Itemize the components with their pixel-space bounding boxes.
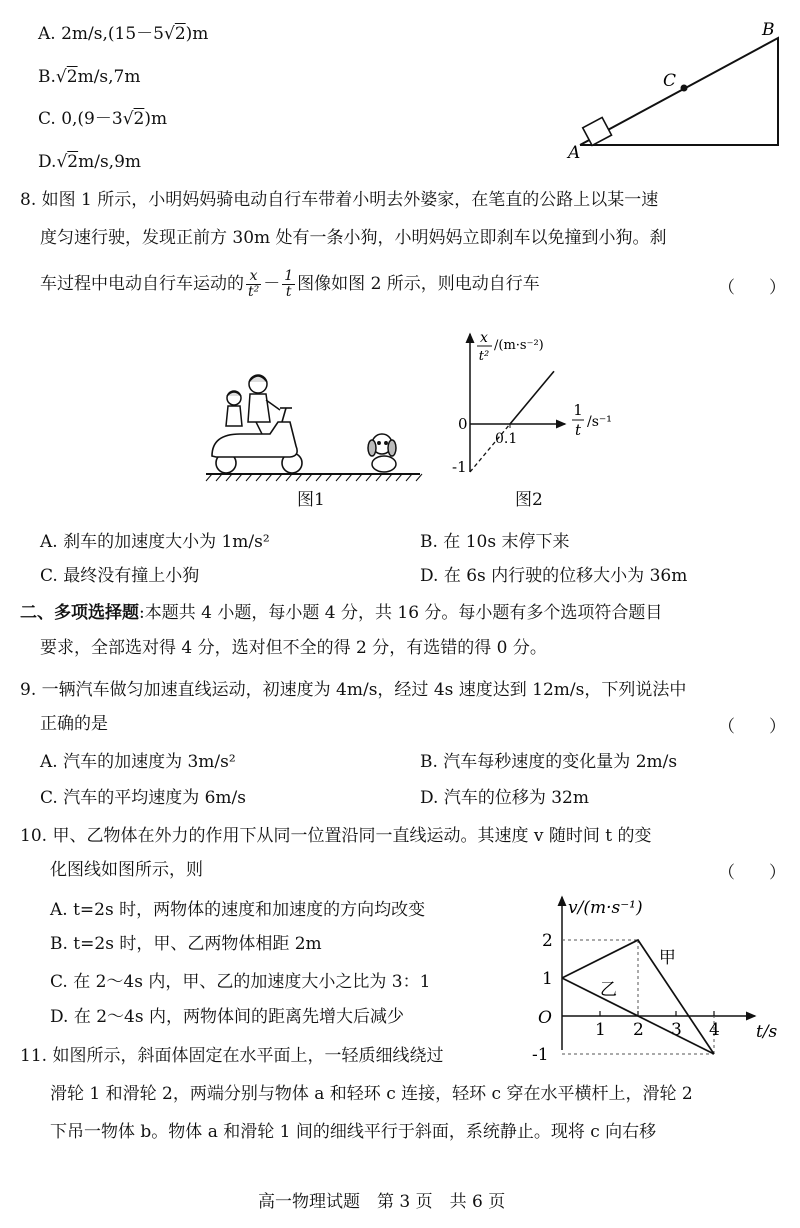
dog-illustration (368, 434, 396, 472)
section2-line1 (20, 601, 662, 625)
fig2-data-line (510, 371, 554, 424)
q10-option-b: B. t=2s 时，甲、乙两物体相距 2m (50, 934, 322, 954)
y-tick-label: -1 (532, 1045, 549, 1060)
section2-line2: 要求，全部选对得 4 分，选对但不全的得 2 分，有选错的得 0 分。 (40, 638, 547, 658)
incline-figure (560, 10, 790, 160)
vt-origin-label: O (538, 1008, 552, 1028)
q8-option-d: D. 在 6s 内行驶的位移大小为 36m (420, 566, 688, 586)
fig2-y-frac-den: t² (478, 349, 490, 364)
q11-line3: 下吊一物体 b。物体 a 和滑轮 1 间的细线平行于斜面，系统静止。现将 c 向右移 (50, 1122, 657, 1142)
q9-answer-paren: （ ） (718, 717, 786, 737)
label-b: B (762, 20, 775, 40)
fig2-x-frac-den: t (574, 421, 582, 439)
vt-x-label: t/s (756, 1022, 778, 1042)
q11-line1: 11. 如图所示，斜面体固定在水平面上，一轻质细线绕过 (20, 1046, 444, 1066)
frac-numerator: 1 (284, 268, 294, 284)
q10-answer-paren: （ ） (718, 863, 786, 883)
fig2-y-unit: /(m·s⁻²) (494, 338, 544, 353)
vt-y-label: v/(m·s⁻¹) (568, 898, 643, 918)
figure1-scooter-dog (200, 360, 430, 490)
q7-option-c (38, 107, 167, 131)
q7-option-a (38, 22, 208, 46)
sqrt-symbol: √ (56, 152, 68, 172)
series-label-yi: 乙 (600, 980, 617, 1001)
ground-hatching (206, 474, 422, 481)
fig2-lines (470, 371, 554, 472)
section2-heading: 二、多项选择题 (20, 603, 139, 623)
x-tick-label: 3 (671, 1020, 682, 1040)
sqrt-symbol: √ (163, 24, 175, 44)
q7-option-c-sqrt: 2 (133, 109, 145, 129)
q8-frac-1-t (282, 269, 295, 300)
q11-line2: 滑轮 1 和滑轮 2，两端分别与物体 a 和轻环 c 连接，轻环 c 穿在水平横杆上，滑轮 2 (50, 1084, 693, 1104)
q10-line1: 10. 甲、乙物体在外力的作用下从同一位置沿同一直线运动。其速度 v 随时间 t 的变 (20, 826, 652, 846)
x-tick-label: 4 (709, 1020, 720, 1040)
x-tick-label: 1 (595, 1020, 606, 1040)
fig2-x-unit: /s⁻¹ (587, 414, 612, 430)
label-c: C (663, 71, 677, 91)
q9-option-c: C. 汽车的平均速度为 6m/s (40, 788, 247, 808)
frac-denominator: t² (248, 284, 260, 300)
q8-option-a: A. 刹车的加速度大小为 1m/s² (40, 532, 270, 552)
q8-option-b: B. 在 10s 末停下来 (420, 532, 570, 552)
q7-option-b-pre: B. (38, 67, 56, 87)
q9-option-a: A. 汽车的加速度为 3m/s² (40, 752, 236, 772)
q8-line3-pre: 车过程中电动自行车运动的 (40, 274, 244, 294)
fig2-tick-zero: 0 (458, 415, 468, 433)
q7-option-d-sqrt: 2 (67, 152, 79, 172)
figure2-chart (440, 320, 640, 485)
q7-option-d-pre: D. (38, 152, 57, 172)
q10-option-c: C. 在 2～4s 内，甲、乙的加速度大小之比为 3：1 (50, 972, 431, 992)
q7-option-b-sqrt: 2 (66, 67, 78, 87)
q10-line2: 化图线如图所示，则 (50, 860, 203, 880)
q9-option-b: B. 汽车每秒速度的变化量为 2m/s (420, 752, 678, 772)
vt-chart (520, 885, 795, 1060)
page-footer: 高一物理试题 第 3 页 共 6 页 (258, 1192, 506, 1212)
q8-line3-post: 图像如图 2 所示，则电动自行车 (297, 274, 540, 294)
sqrt-symbol: √ (55, 67, 67, 87)
x-tick-label: 2 (633, 1020, 644, 1040)
q7-option-b (38, 65, 141, 89)
q9-option-d: D. 汽车的位移为 32m (420, 788, 589, 808)
figure1-caption: 图1 (297, 490, 325, 510)
q8-answer-paren: （ ） (718, 278, 786, 298)
q7-option-a-pre: A. 2m/s,(15－5 (38, 24, 164, 44)
fig2-tick-x: 0.1 (495, 431, 518, 447)
q7-option-c-post: )m (144, 109, 168, 129)
section2-line1-rest: :本题共 4 小题，每小题 4 分，共 16 分。每小题有多个选项符合题目 (139, 603, 663, 623)
series-label-jia: 甲 (658, 947, 676, 968)
q8-line3 (40, 264, 540, 304)
q7-option-d-post: m/s,9m (78, 152, 142, 172)
fig2-tick-y: -1 (452, 458, 467, 476)
frac-numerator: x (246, 269, 261, 285)
q7-option-a-post: )m (185, 24, 209, 44)
riders-illustration (226, 375, 280, 434)
point-c-dot (681, 85, 688, 92)
q8-frac-x-t2 (246, 269, 261, 300)
q10-option-d: D. 在 2～4s 内，两物体间的距离先增大后减少 (50, 1007, 404, 1027)
q8-line2: 度匀速行驶，发现正前方 30m 处有一条小狗，小明妈妈立即刹车以免撞到小狗。刹 (40, 228, 667, 248)
q9-line2: 正确的是 (40, 714, 108, 734)
sqrt-symbol: √ (122, 109, 134, 129)
minus-sign: － (263, 274, 281, 294)
vt-ticks (532, 931, 720, 1060)
fig2-y-frac-num: x (480, 330, 488, 346)
q7-option-a-sqrt: 2 (174, 24, 186, 44)
incline-triangle (580, 38, 778, 145)
figure2-caption: 图2 (515, 490, 543, 510)
q8-option-c: C. 最终没有撞上小狗 (40, 566, 200, 586)
q7-option-c-pre: C. 0,(9－3 (38, 109, 123, 129)
q7-option-d (38, 150, 141, 174)
label-a: A (568, 143, 581, 160)
frac-denominator: t (285, 284, 292, 300)
y-tick-label: 2 (542, 931, 553, 951)
q8-line1: 8. 如图 1 所示，小明妈妈骑电动自行车带着小明去外婆家，在笔直的公路上以某一速 (20, 190, 659, 210)
q10-option-a: A. t=2s 时，两物体的速度和加速度的方向均改变 (50, 900, 426, 920)
q7-option-b-post: m/s,7m (77, 67, 141, 87)
fig2-x-frac-num: 1 (573, 401, 583, 419)
y-tick-label: 1 (542, 969, 553, 989)
q9-line1: 9. 一辆汽车做匀加速直线运动，初速度为 4m/s，经过 4s 速度达到 12m/s，下列说法中 (20, 680, 687, 700)
